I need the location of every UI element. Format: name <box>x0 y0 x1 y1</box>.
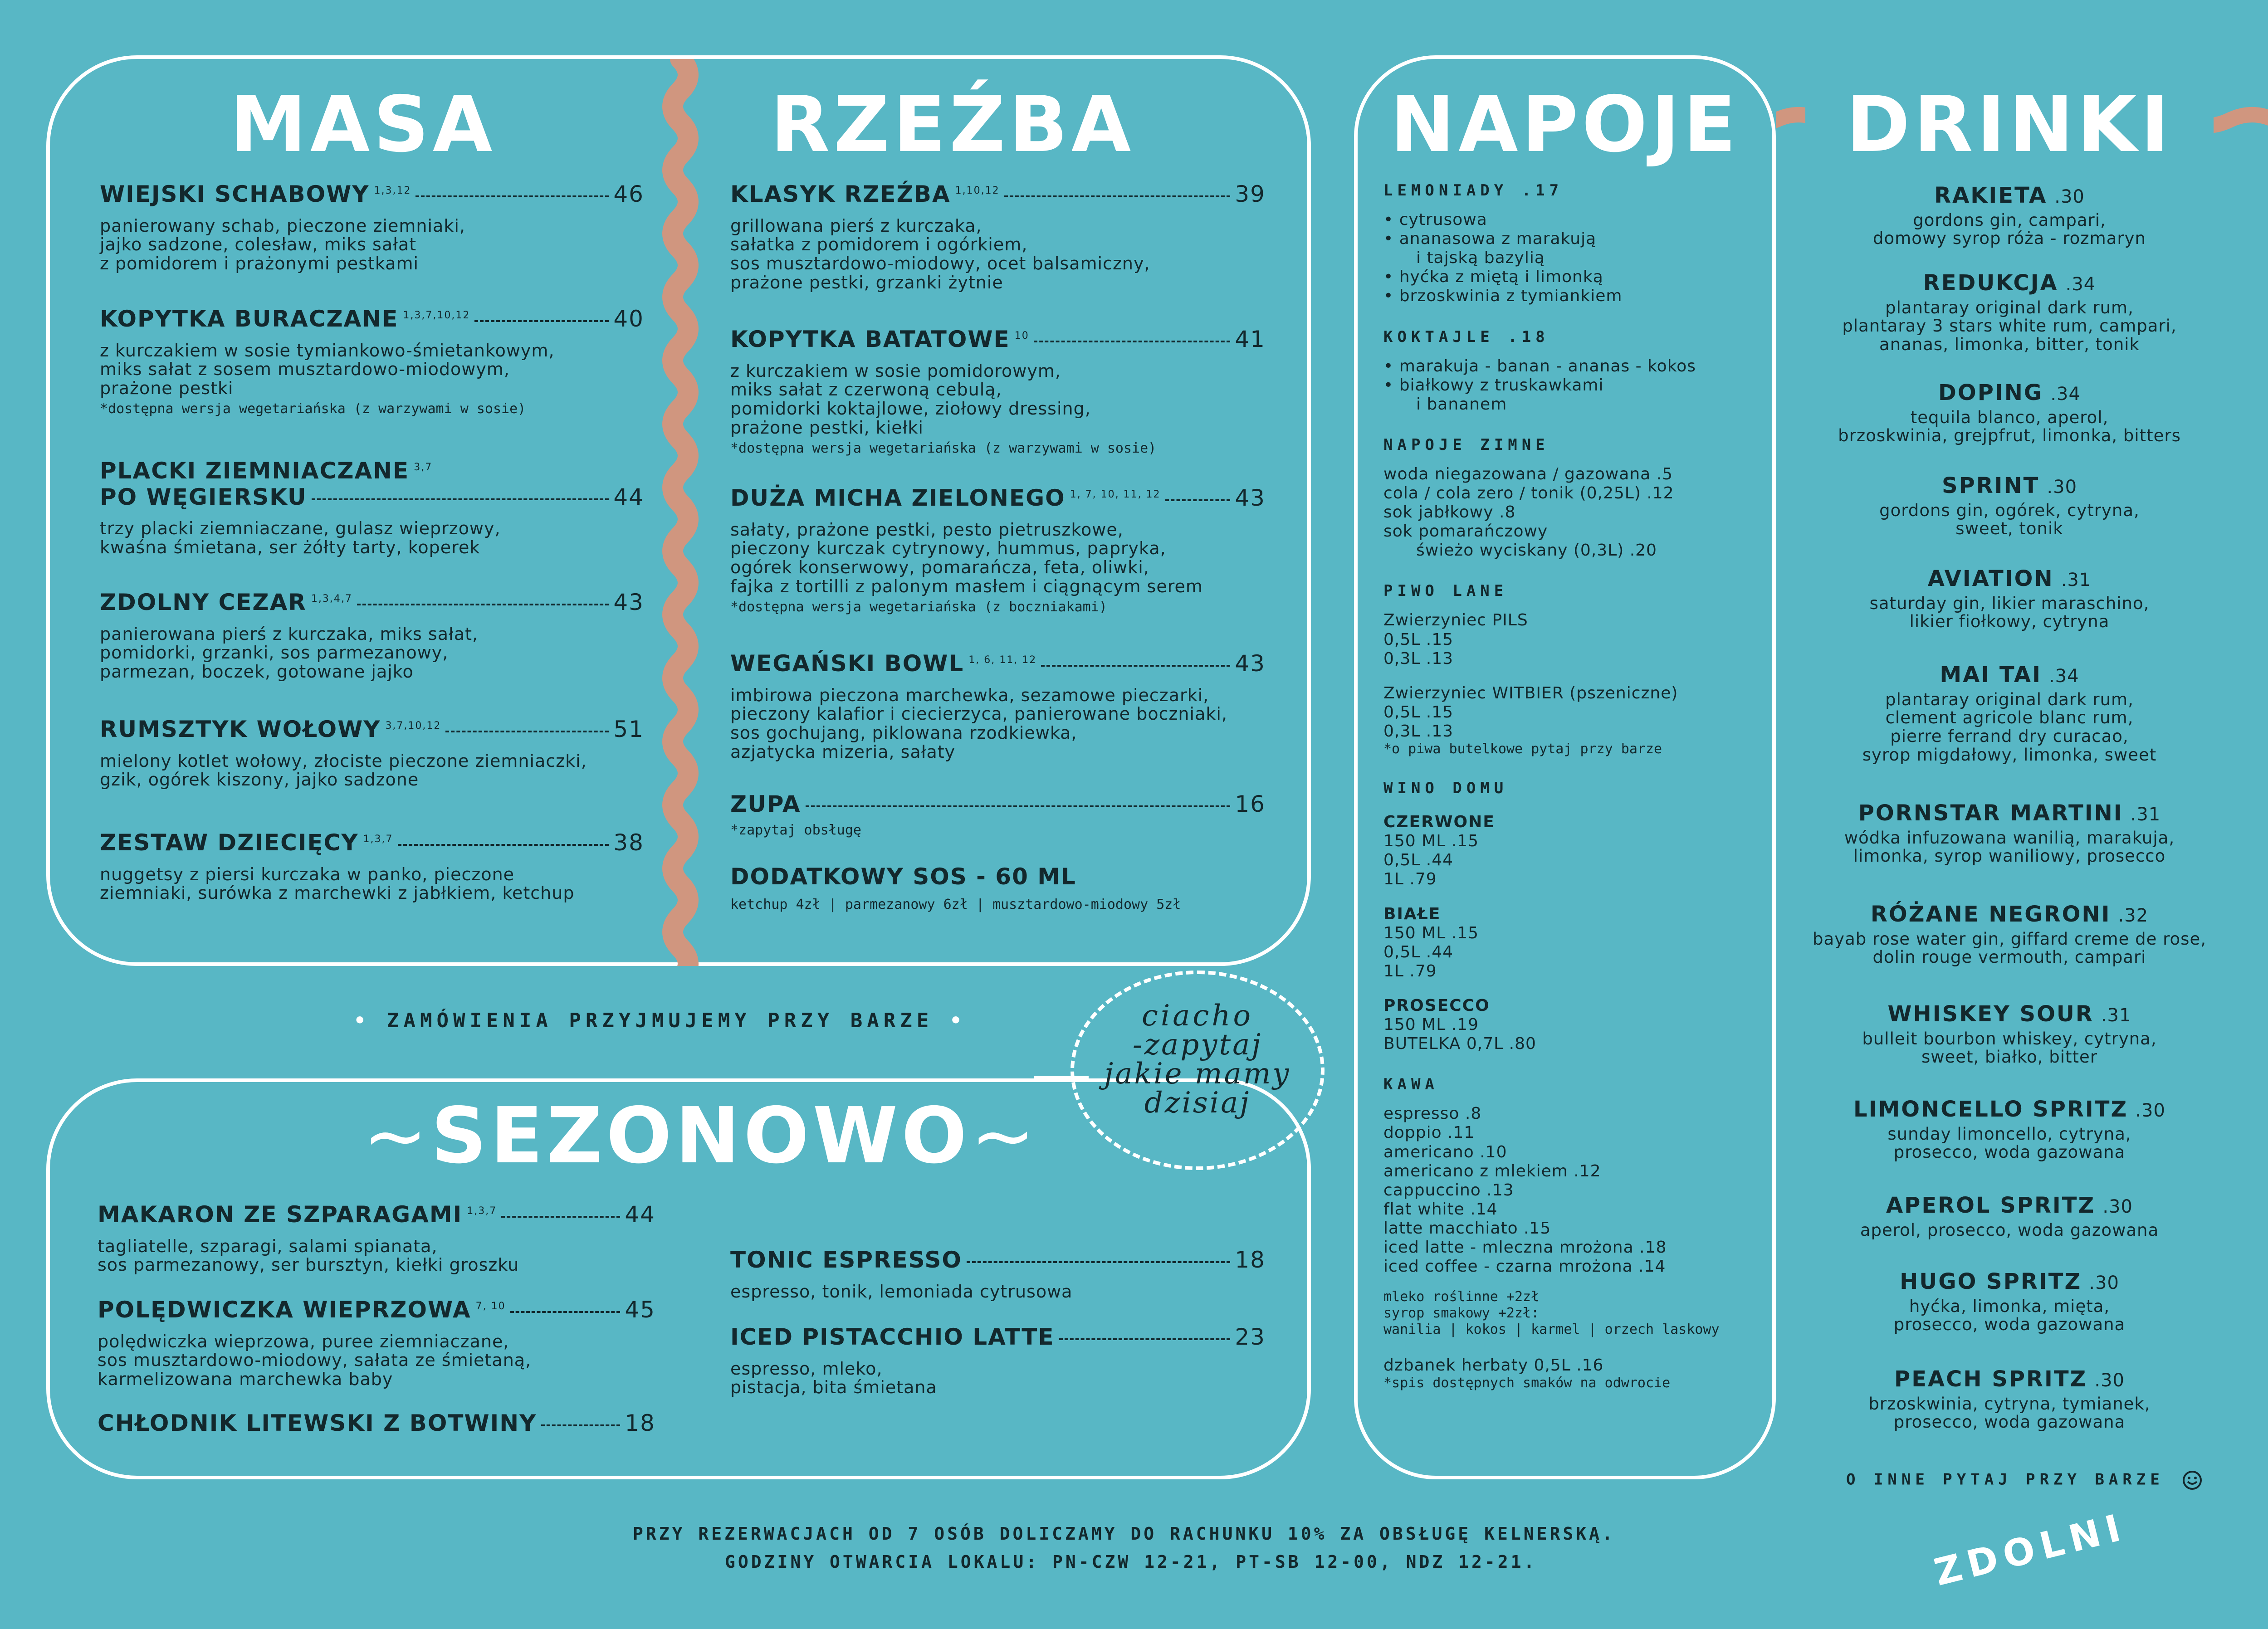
ciacho-line-4: dzisiaj <box>1144 1086 1251 1120</box>
piwo-witbier-size: 0,5L .15 <box>1383 702 1454 722</box>
drink-item <box>1783 271 2236 354</box>
drink-name <box>1783 271 2236 295</box>
ciacho-badge <box>1070 971 1325 1170</box>
menu-item-head <box>730 1247 1266 1273</box>
drink-name <box>1783 801 2236 825</box>
menu-item-description: nuggetsy z piersi kurczaka w panko, pieczone ziemniaki, surówka z marchewki z jabłkiem, ketchup <box>100 864 575 903</box>
title-drinki <box>1805 80 2214 170</box>
ciacho-line-1: ciacho <box>1141 999 1254 1033</box>
menu-item <box>730 485 1266 615</box>
bullet-right-icon: • <box>949 1009 967 1032</box>
wave-divider-vertical <box>653 59 708 966</box>
drink-description: wódka infuzowana wanilią, marakuja, limonka, syrop waniliowy, prosecco <box>1844 828 2175 866</box>
footer-line-1: PRZY REZERWACJACH OD 7 OSÓB DOLICZAMY DO RACHUNKU 10% ZA OBSŁUGĘ KELNERSKĄ. <box>633 1524 1615 1544</box>
menu-item <box>730 1247 1266 1301</box>
piwo-pils-size: 0,5L .15 <box>1383 630 1454 649</box>
menu-item-price: 46 <box>613 181 644 207</box>
dotted-leader <box>541 1424 620 1426</box>
menu-item-name: CHŁODNIK LITEWSKI Z BOTWINY <box>98 1410 537 1436</box>
menu-item <box>98 1410 655 1437</box>
menu-item-price: 51 <box>613 716 644 742</box>
drink-price: .30 <box>2089 1273 2119 1293</box>
menu-item-head <box>730 485 1266 512</box>
wino-czerwone-size: 0,5L .44 <box>1383 851 1454 870</box>
drink-description: bayab rose water gin, giffard creme de rose, dolin rouge vermouth, campari <box>1813 929 2206 967</box>
menu-item-price: 23 <box>1235 1324 1266 1350</box>
piwo-note: *o piwa butelkowe pytaj przy barze <box>1383 741 1662 757</box>
piwo-witbier-size: 0,3L .13 <box>1383 722 1454 741</box>
lemoniada-item: • hyćka z miętą i limonką <box>1383 268 1769 287</box>
bullet-left-icon: • <box>354 1009 371 1032</box>
drink-name-text: RÓŻANE NEGRONI <box>1870 902 2111 927</box>
lemoniada-item: • ananasowa z marakują <box>1383 229 1769 249</box>
menu-item-price: 39 <box>1235 181 1266 207</box>
drink-description: sunday limoncello, cytryna, prosecco, woda gazowana <box>1887 1124 2131 1162</box>
dotted-leader <box>1034 341 1231 342</box>
drink-name <box>1783 1002 2236 1026</box>
menu-item-price: 44 <box>613 483 644 510</box>
menu-item-price: 18 <box>1235 1247 1266 1273</box>
piwo-witbier: Zwierzyniec WITBIER (pszeniczne) <box>1383 683 1678 702</box>
drink-price: .32 <box>2118 905 2149 926</box>
drink-price: .30 <box>2054 186 2085 207</box>
menu-item-description: panierowany schab, pieczone ziemniaki, jajko sadzone, colesław, miks sałat z pomidorem i prażonymi pestkami <box>100 215 465 274</box>
menu-item-head <box>730 651 1266 677</box>
kawa-header: KAWA <box>1383 1075 1439 1094</box>
menu-item-name: TONIC ESPRESSO <box>730 1247 962 1273</box>
menu-item-description: trzy placki ziemniaczane, gulasz wieprzowy, kwaśna śmietana, ser żółty tarty, koperek <box>100 518 501 557</box>
ciacho-line-3: jakie mamy <box>1104 1057 1291 1091</box>
drink-name <box>1783 902 2236 927</box>
drink-description: hyćka, limonka, mięta, prosecco, woda gazowana <box>1893 1296 2126 1335</box>
tilde-left-icon: ~ <box>363 1091 431 1181</box>
menu-item-note: *dostępna wersja wegetariańska (z boczniakami) <box>730 599 1107 615</box>
lemoniada-item: • brzoskwinia z tymiankiem <box>1383 287 1769 306</box>
wino-czerwone-size: 150 ML .15 <box>1383 832 1479 851</box>
kawa-item: flat white .14 <box>1383 1200 1498 1219</box>
menu-item-allergens: 1,3,4,7 <box>311 593 352 605</box>
wino-biale: BIAŁE <box>1383 904 1441 923</box>
menu-item-head <box>730 181 1266 208</box>
menu-item-allergens: 1,3,12 <box>374 185 411 196</box>
drink-name-text: PORNSTAR MARTINI <box>1858 800 2123 826</box>
menu-item-name: POLĘDWICZKA WIEPRZOWA <box>98 1297 471 1323</box>
menu-item-head <box>100 181 644 208</box>
menu-item-price: 38 <box>613 829 644 856</box>
menu-item <box>100 458 644 557</box>
menu-item-name: ZDOLNY CEZAR <box>100 589 307 615</box>
order-note-text: ZAMÓWIENIA PRZYJMUJEMY PRZY BARZE <box>387 1009 934 1032</box>
drink-name-text: LIMONCELLO SPRITZ <box>1853 1097 2128 1122</box>
menu-item-description: mielony kotlet wołowy, złociste pieczone ziemniaczki, gzik, ogórek kiszony, jajko sadzone <box>100 751 587 790</box>
dotted-leader <box>398 844 609 846</box>
drink-name-text: SPRINT <box>1941 473 2040 498</box>
menu-item <box>100 306 644 417</box>
drink-name-text: MAI TAI <box>1940 662 2042 688</box>
drink-name <box>1783 381 2236 405</box>
footer-line-2: GODZINY OTWARCIA LOKALU: PN-CZW 12-21, PT-SB 12-00, NDZ 12-21. <box>725 1552 1537 1572</box>
menu-item-price: 41 <box>1235 326 1266 352</box>
menu-item-price: 44 <box>625 1201 655 1228</box>
menu-item-name: ICED PISTACCHIO LATTE <box>730 1324 1055 1350</box>
menu-item-description: panierowana pierś z kurczaka, miks sałat, pomidorki, grzanki, sos parmezanowy, parmezan, boczek, gotowane jajko <box>100 624 479 682</box>
drink-item <box>1783 1002 2236 1067</box>
drink-name <box>1783 1194 2236 1218</box>
menu-item-description: z kurczakiem w sosie tymiankowo-śmietankowym, miks sałat z sosem musztardowo-miodowym, prażone pestki <box>100 340 555 399</box>
dotted-leader <box>806 805 1231 807</box>
kawa-item: latte macchiato .15 <box>1383 1219 1551 1238</box>
menu-item <box>730 791 1266 839</box>
smiley-icon <box>2182 1470 2202 1490</box>
menu-item-head <box>98 1410 655 1437</box>
drink-price: .30 <box>2094 1370 2125 1391</box>
inne-note-text: O INNE PYTAJ PRZY BARZE <box>1846 1470 2164 1489</box>
drink-price: .30 <box>2047 477 2077 497</box>
drink-description: saturday gin, likier maraschino, likier fiołkowy, cytryna <box>1869 593 2150 632</box>
drink-description: plantaray original dark rum, clement agricole blanc rum, pierre ferrand dry curacao, syrop migdałowy, limonka, sweet <box>1862 689 2157 765</box>
drink-name-text: HUGO SPRITZ <box>1900 1269 2082 1294</box>
drink-name <box>1783 1270 2236 1294</box>
menu-item <box>730 651 1266 762</box>
extra-sauce-title <box>730 864 1266 890</box>
menu-item <box>730 181 1266 293</box>
menu-item-allergens: 3,7 <box>414 462 433 473</box>
wino-prosecco-size: 150 ML .19 <box>1383 1015 1479 1034</box>
extra-sauce <box>730 864 1266 913</box>
menu-item-name: RUMSZTYK WOŁOWY <box>100 716 381 742</box>
menu-item-name: ZUPA <box>730 791 801 817</box>
dotted-leader <box>1041 665 1230 667</box>
drink-name-text: RAKIETA <box>1934 183 2048 208</box>
menu-item-head <box>100 717 644 743</box>
drink-name-text: AVIATION <box>1927 566 2054 591</box>
drink-item <box>1783 801 2236 866</box>
zimne-list <box>1383 465 1769 561</box>
title-napoje: NAPOJE <box>1390 80 1740 170</box>
piwo-pils: Zwierzyniec PILS <box>1383 611 1528 630</box>
menu-item-head <box>730 1324 1266 1351</box>
drink-price: .31 <box>2061 570 2092 590</box>
menu-item-price: 18 <box>625 1410 655 1436</box>
title-drinki-text: DRINKI <box>1846 80 2173 170</box>
drink-price: .30 <box>2135 1100 2165 1121</box>
menu-item-head <box>98 1202 655 1228</box>
menu-item-name: KOPYTKA BATATOWE <box>730 326 1010 352</box>
menu-item-name-cont: PO WĘGIERSKU <box>100 483 307 510</box>
dotted-leader <box>474 320 609 322</box>
drink-name <box>1783 1097 2236 1122</box>
kawa-item: espresso .8 <box>1383 1104 1482 1123</box>
drink-item <box>1783 184 2236 248</box>
drink-name <box>1783 663 2236 687</box>
menu-item-note: *zapytaj obsługę <box>730 822 861 838</box>
koktajle-list <box>1383 357 1769 414</box>
drink-item <box>1783 1270 2236 1334</box>
menu-item <box>98 1297 655 1389</box>
inne-note <box>1846 1470 2202 1490</box>
lemoniady-header: LEMONIADY .17 <box>1383 181 1564 200</box>
menu-item-head <box>730 791 1266 818</box>
mleko-line: wanilia | kokos | karmel | orzech laskowy <box>1383 1322 1720 1338</box>
wino-biale-size: 1L .79 <box>1383 961 1437 980</box>
extra-sauce-options: ketchup 4zł | parmezanowy 6zł | musztardowo-miodowy 5zł <box>730 896 1181 912</box>
zimne-item: sok pomarańczowy <box>1383 522 1548 541</box>
menu-item-head <box>100 306 644 332</box>
menu-item-head <box>100 590 644 616</box>
drink-name <box>1783 567 2236 591</box>
menu-item-price: 43 <box>1235 485 1266 511</box>
menu-item-allergens: 1,3,7 <box>363 834 393 845</box>
title-rzezba: RZEŹBA <box>770 80 1135 170</box>
extra-sauce-name: DODATKOWY SOS - 60 ML <box>730 863 1076 890</box>
koktajle-header: KOKTAJLE .18 <box>1383 327 1549 346</box>
drink-price: .31 <box>2130 804 2161 825</box>
drink-item <box>1783 902 2236 967</box>
wino-biale-size: 150 ML .15 <box>1383 923 1479 942</box>
lemoniada-item: • cytrusowa <box>1383 210 1769 229</box>
menu-item-head <box>100 458 644 484</box>
zimne-item: cola / cola zero / tonik (0,25L) .12 <box>1383 483 1674 502</box>
menu-item-price: 40 <box>613 306 644 332</box>
napoje-list <box>1383 181 1769 1391</box>
title-masa: MASA <box>230 80 496 170</box>
drink-description: aperol, prosecco, woda gazowana <box>1860 1220 2159 1240</box>
drink-price: .30 <box>2102 1196 2133 1217</box>
menu-item-name: DUŻA MICHA ZIELONEGO <box>730 485 1066 511</box>
dotted-leader <box>501 1216 620 1218</box>
wino-czerwone-size: 1L .79 <box>1383 870 1437 889</box>
mleko-line: syrop smakowy +2zł: <box>1383 1305 1540 1322</box>
drink-item <box>1783 1194 2236 1239</box>
koktajl-item: • marakuja - banan - ananas - kokos <box>1383 357 1769 376</box>
drink-price: .31 <box>2101 1005 2131 1026</box>
menu-item-allergens: 3,7,10,12 <box>385 720 441 732</box>
menu-item-head <box>98 1297 655 1323</box>
drink-description: brzoskwinia, cytryna, tymianek, prosecco, woda gazowana <box>1868 1394 2151 1432</box>
menu-item-price: 43 <box>613 589 644 615</box>
dotted-leader <box>1004 195 1231 197</box>
dotted-leader <box>967 1261 1230 1263</box>
drink-description: plantaray original dark rum, plantaray 3 stars white rum, campari, ananas, limonka, bitter, tonik <box>1842 298 2177 355</box>
drink-item <box>1783 474 2236 538</box>
menu-item-name: WEGAŃSKI BOWL <box>730 650 964 677</box>
drink-item <box>1783 567 2236 631</box>
menu-item-name: KLASYK RZEŹBA <box>730 181 951 207</box>
menu-item-description: espresso, mleko, pistacja, bita śmietana <box>730 1358 937 1398</box>
drink-name-text: REDUKCJA <box>1923 270 2058 296</box>
drink-price: .34 <box>2050 384 2081 405</box>
mleko-line: mleko roślinne +2zł <box>1383 1289 1540 1305</box>
kawa-item: iced coffee - czarna mrożona .14 <box>1383 1257 1666 1276</box>
title-sezonowo-text: SEZONOWO <box>431 1091 971 1181</box>
lemoniada-item-cont: i tajską bazylią <box>1416 249 1545 268</box>
drink-price: .34 <box>2048 666 2079 687</box>
menu-item-allergens: 1, 6, 11, 12 <box>968 654 1037 666</box>
dotted-leader <box>415 195 609 197</box>
koktajl-item-cont: i bananem <box>1416 395 1507 414</box>
zimne-item: woda niegazowana / gazowana .5 <box>1383 464 1673 483</box>
mleko-block <box>1383 1289 1769 1338</box>
kawa-item: doppio .11 <box>1383 1123 1475 1142</box>
menu-item <box>100 590 644 682</box>
menu-item-description: tagliatelle, szparagi, salami spianata, sos parmezanowy, ser bursztyn, kiełki groszku <box>98 1236 519 1275</box>
piwo-pils-size: 0,3L .13 <box>1383 649 1454 668</box>
menu-item-allergens: 7, 10 <box>475 1301 506 1312</box>
menu-item-price: 43 <box>1235 650 1266 677</box>
dotted-leader <box>510 1311 621 1313</box>
kawa-list <box>1383 1104 1769 1276</box>
menu-item-note: *dostępna wersja wegetariańska (z warzywami w sosie) <box>730 440 1157 456</box>
zimne-header: NAPOJE ZIMNE <box>1383 435 1549 454</box>
kawa-item: cappuccino .13 <box>1383 1180 1514 1200</box>
wino-prosecco: PROSECCO <box>1383 996 1490 1015</box>
dotted-leader <box>445 731 609 732</box>
drink-item <box>1783 381 2236 445</box>
menu-item-name: PLACKI ZIEMNIACZANE <box>100 458 410 484</box>
drink-item <box>1783 1367 2236 1432</box>
menu-item-allergens: 10 <box>1014 330 1029 341</box>
zimne-item-cont: świeżo wyciskany (0,3L) .20 <box>1416 541 1657 560</box>
tilde-right-icon: ~ <box>970 1091 1039 1181</box>
menu-item-description: sałaty, prażone pestki, pesto pietruszkowe, pieczony kurczak cytrynowy, hummus, papryka, ogórek konserwowy, pomarańcza, feta, oliwki, fajka z tortilli z palonym masłem i ciągnącym serem <box>730 519 1203 596</box>
menu-item-head <box>730 327 1266 353</box>
koktajl-item: • białkowy z truskawkami <box>1383 376 1769 395</box>
drink-name-text: PEACH SPRITZ <box>1894 1366 2087 1392</box>
drink-description: gordons gin, ogórek, cytryna, sweet, tonik <box>1879 500 2140 539</box>
herbata-note: *spis dostępnych smaków na odwrocie <box>1383 1375 1671 1391</box>
kawa-item: americano z mlekiem .12 <box>1383 1161 1601 1180</box>
menu-item-price: 45 <box>625 1297 655 1323</box>
menu-item-description: polędwiczka wieprzowa, puree ziemniaczane, sos musztardowo-miodowy, sałata ze śmietaną, karmelizowana marchewka baby <box>98 1331 532 1390</box>
drink-name <box>1783 1367 2236 1391</box>
menu-item-allergens: 1, 7, 10, 11, 12 <box>1070 489 1161 500</box>
wino-biale-size: 0,5L .44 <box>1383 942 1454 961</box>
menu-item-price: 16 <box>1235 791 1266 817</box>
wino-prosecco-size: BUTELKA 0,7L .80 <box>1383 1034 1536 1053</box>
drink-item <box>1783 1097 2236 1162</box>
drink-description: tequila blanco, aperol, brzoskwinia, grejpfrut, limonka, bitters <box>1838 407 2181 446</box>
kawa-item: americano .10 <box>1383 1142 1507 1161</box>
kawa-item: iced latte - mleczna mrożona .18 <box>1383 1238 1667 1257</box>
drink-name-text: DOPING <box>1938 380 2043 405</box>
menu-item-name: MAKARON ZE SZPARAGAMI <box>98 1201 463 1228</box>
drink-name-text: WHISKEY SOUR <box>1887 1001 2094 1027</box>
menu-item-allergens: 1,3,7,10,12 <box>403 310 470 321</box>
menu-item-allergens: 1,10,12 <box>955 185 1000 196</box>
menu-item <box>730 1324 1266 1397</box>
menu-item-description: grillowana pierś z kurczaka, sałatka z pomidorem i ogórkiem, sos musztardowo-miodowy, ocet balsamiczny, prażone pestki, grzanki żytnie <box>730 215 1150 293</box>
menu-item-name: ZESTAW DZIECIĘCY <box>100 829 359 856</box>
ciacho-line-2: -zapytaj <box>1132 1028 1263 1062</box>
menu-item-description: imbirowa pieczona marchewka, sezamowe pieczarki, pieczony kalafior i ciecierzyca, panierowane boczniaki, sos gochujang, piklowana rzodkiewka, azjatycka mizeria, sałaty <box>730 685 1227 762</box>
dotted-leader <box>1059 1338 1231 1340</box>
menu-item-head <box>100 830 644 856</box>
menu-item-description: z kurczakiem w sosie pomidorowym, miks sałat z czerwoną cebulą, pomidorki koktajlowe, ziołowy dressing, prażone pestki, kiełki <box>730 361 1091 438</box>
dotted-leader <box>1165 499 1231 501</box>
zdolni-logo: ZDOLNI <box>1930 1505 2131 1595</box>
drink-description: bulleit bourbon whiskey, cytryna, sweet, białko, bitter <box>1862 1029 2157 1067</box>
drink-description: gordons gin, campari, domowy syrop róża - rozmaryn <box>1873 210 2146 249</box>
herbata: dzbanek herbaty 0,5L .16 <box>1383 1356 1604 1375</box>
menu-item <box>100 830 644 903</box>
title-sezonowo <box>363 1091 1039 1181</box>
zimne-item: sok jabłkowy .8 <box>1383 503 1516 522</box>
menu-item-name: WIEJSKI SCHABOWY <box>100 181 370 207</box>
menu-item <box>100 717 644 790</box>
menu-item <box>730 327 1266 457</box>
drink-name <box>1783 474 2236 498</box>
menu-item <box>100 181 644 273</box>
dotted-leader <box>312 498 609 500</box>
drink-price: .34 <box>2065 274 2096 295</box>
menu-item-description: espresso, tonik, lemoniada cytrusowa <box>730 1281 1073 1302</box>
menu-item-allergens: 1,3,7 <box>467 1205 497 1217</box>
order-note <box>354 1009 966 1032</box>
menu-item-note: *dostępna wersja wegetariańska (z warzywami w sosie) <box>100 400 526 417</box>
dotted-leader <box>357 604 609 605</box>
drink-name-text: APEROL SPRITZ <box>1886 1193 2096 1218</box>
piwo-header: PIWO LANE <box>1383 582 1508 600</box>
menu-item-name: KOPYTKA BURACZANE <box>100 306 399 332</box>
drink-name <box>1783 184 2236 208</box>
wino-czerwone: CZERWONE <box>1383 813 1495 832</box>
lemoniady-list <box>1383 210 1769 306</box>
menu-item-head <box>100 484 644 511</box>
drink-item <box>1783 663 2236 765</box>
menu-item <box>98 1202 655 1275</box>
wino-header: WINO DOMU <box>1383 779 1508 798</box>
